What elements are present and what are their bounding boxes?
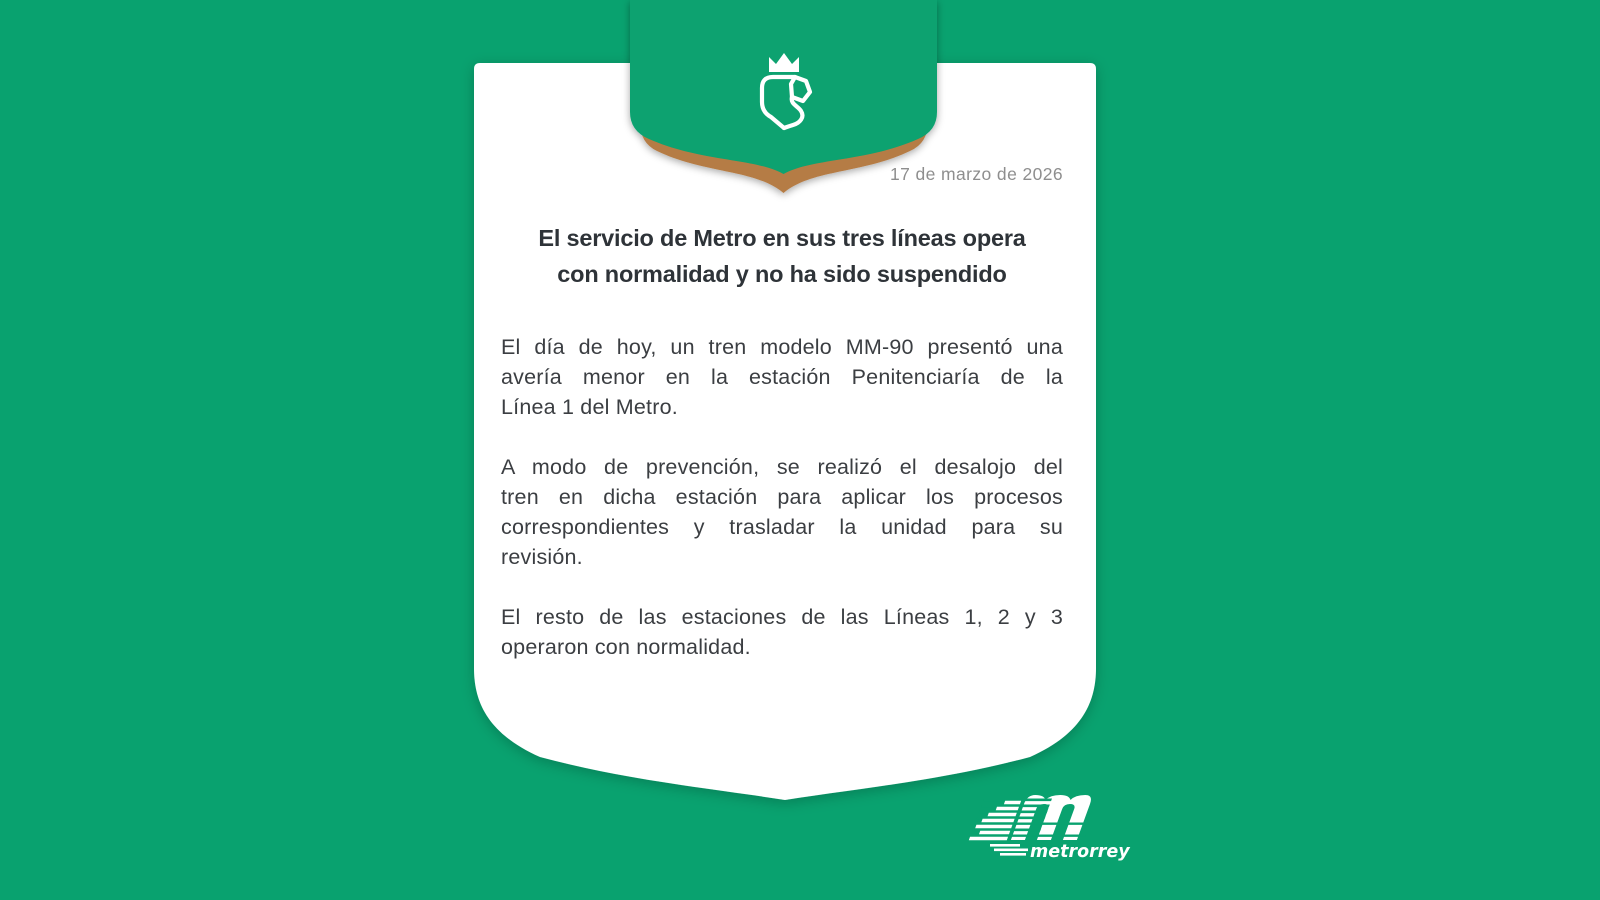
paragraph-line: Línea 1 del Metro. (501, 395, 678, 419)
announcement-body (501, 332, 1063, 662)
paragraph-line: correspondientes y trasladar la unidad para su (501, 515, 1063, 539)
announcement-title (501, 220, 1063, 292)
paragraph-line: avería menor en la estación Penitenciaría de la (501, 365, 1063, 389)
paragraph-line: tren en dicha estación para aplicar los procesos (501, 485, 1063, 509)
paragraph-line: El día de hoy, un tren modelo MM-90 presentó una (501, 335, 1063, 359)
ribbon-banner (630, 0, 937, 174)
paragraph (501, 332, 1063, 422)
paragraph (501, 452, 1063, 572)
wordmark-speed-lines (990, 844, 1028, 856)
metrorrey-wordmark: metrorrey (1030, 842, 1130, 862)
paragraph-line: El resto de las estaciones de las Líneas 1, 2 y 3 (501, 605, 1063, 629)
announcement-date: 17 de marzo de 2026 (890, 164, 1063, 184)
announcement-content (501, 162, 1063, 662)
paragraph-line: operaron con normalidad. (501, 635, 751, 659)
title-line: El servicio de Metro en sus tres líneas opera (538, 225, 1026, 251)
paragraph (501, 602, 1063, 662)
metrorrey-logo (969, 795, 1131, 862)
paragraph-line: A modo de prevención, se realizó el desalojo del (501, 455, 1063, 479)
paragraph-line: revisión. (501, 545, 583, 569)
title-line: con normalidad y no ha sido suspendido (557, 261, 1007, 287)
